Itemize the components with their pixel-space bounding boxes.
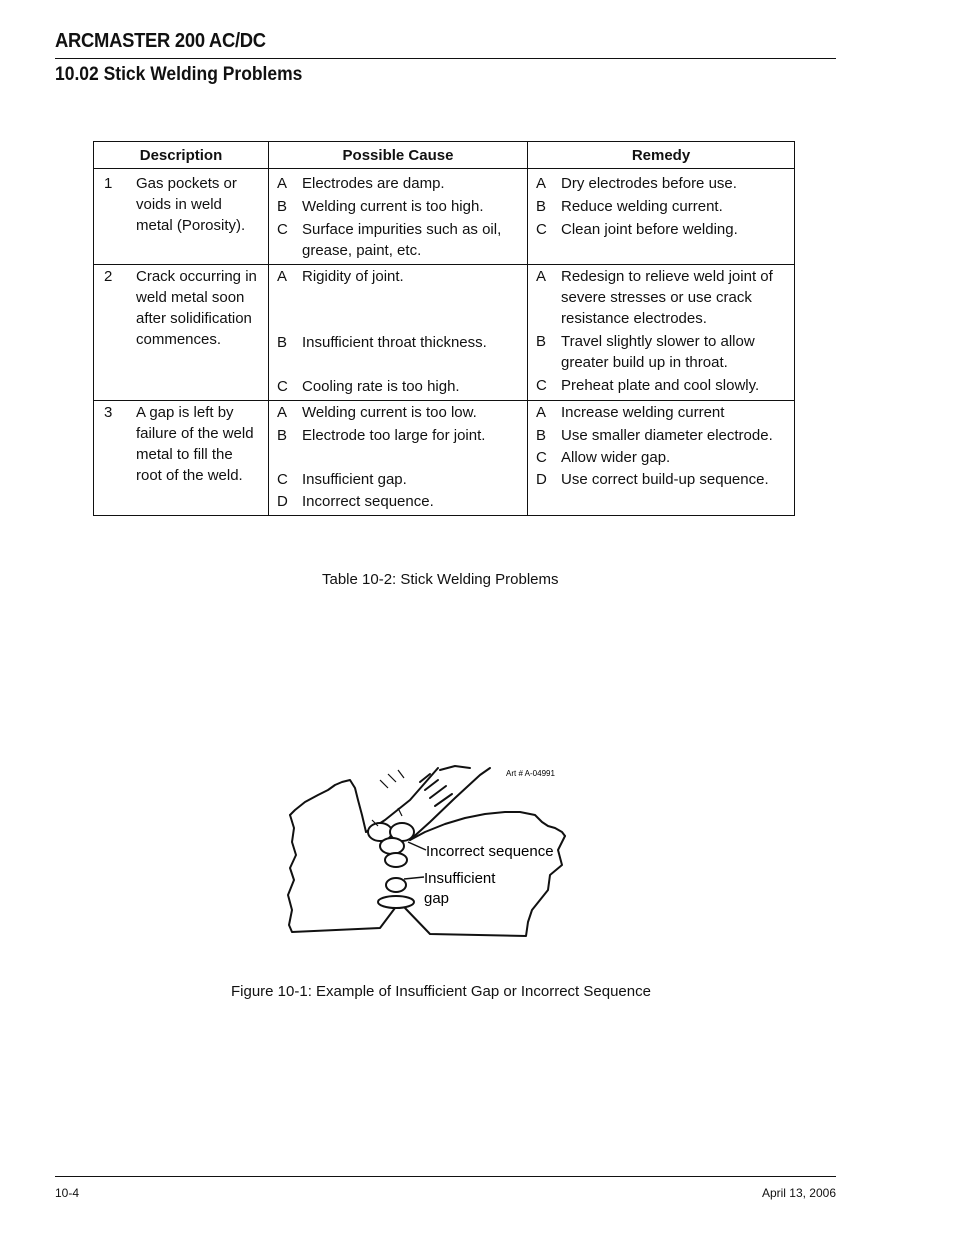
item-letter: A	[277, 175, 288, 192]
cause-cell	[269, 169, 528, 265]
left-plate-outline	[290, 780, 366, 832]
description-text: Crack occurring in weld metal soon after solidification commences.	[136, 268, 257, 348]
table-caption: Table 10-2: Stick Welding Problems	[322, 571, 559, 588]
item-text: Use correct build-up sequence.	[561, 471, 769, 488]
item-letter: B	[277, 198, 288, 215]
item-letter: C	[277, 221, 288, 238]
remedy-item	[536, 402, 786, 423]
column-header-possible-cause: Possible Cause	[269, 142, 528, 169]
item-text: Electrodes are damp.	[302, 175, 445, 192]
item-letter: A	[536, 404, 547, 421]
item-text: Preheat plate and cool slowly.	[561, 377, 760, 394]
item-text: Clean joint before welding.	[561, 221, 738, 238]
description-text: Gas pockets or voids in weld metal (Porosity).	[136, 175, 246, 234]
item-letter: A	[536, 268, 547, 285]
figure-caption: Figure 10-1: Example of Insufficient Gap or Incorrect Sequence	[231, 983, 651, 1000]
item-letter: B	[536, 333, 547, 350]
item-letter: A	[536, 175, 547, 192]
item-letter: D	[536, 471, 547, 488]
groove-top-right	[440, 766, 470, 770]
page-number: 10-4	[55, 1186, 80, 1200]
item-text: Dry electrodes before use.	[561, 175, 737, 192]
item-text: Electrode too large for joint.	[302, 427, 486, 444]
item-text: Allow wider gap.	[561, 449, 671, 466]
item-text: Reduce welding current.	[561, 198, 723, 215]
item-text: Welding current is too high.	[302, 198, 484, 215]
item-letter: B	[536, 198, 547, 215]
cause-item	[277, 173, 519, 194]
remedy-item	[536, 425, 786, 446]
item-letter: B	[536, 427, 547, 444]
remedy-item	[536, 447, 786, 468]
item-letter: C	[277, 471, 288, 488]
item-letter: D	[277, 493, 288, 510]
description-cell	[94, 169, 269, 265]
row-number: 3	[104, 404, 113, 421]
item-text: Insufficient gap.	[302, 471, 407, 488]
description-cell	[94, 401, 269, 516]
remedy-cell	[528, 401, 795, 516]
remedy-item	[536, 219, 786, 240]
document-title: ARCMASTER 200 AC/DC	[55, 30, 266, 52]
cause-item	[277, 425, 519, 446]
item-text: Increase welding current	[561, 404, 725, 421]
item-text: Travel slightly slower to allow greater build up in throat.	[561, 333, 755, 371]
groove-lines	[420, 774, 452, 806]
item-text: Redesign to relieve weld joint of severe stresses or use crack resistance electrodes.	[561, 268, 773, 327]
item-letter: C	[536, 221, 547, 238]
cause-item	[277, 219, 519, 261]
item-letter: C	[277, 378, 288, 395]
item-text: Cooling rate is too high.	[302, 378, 460, 395]
remedy-cell	[528, 265, 795, 401]
cause-item	[277, 491, 519, 512]
remedy-cell	[528, 169, 795, 265]
item-letter: C	[536, 449, 547, 466]
column-header-remedy: Remedy	[528, 142, 795, 169]
row-number: 2	[104, 268, 113, 285]
cause-item	[277, 402, 519, 423]
weld-joint-figure	[280, 760, 580, 945]
cause-cell	[269, 265, 528, 401]
remedy-item	[536, 196, 786, 217]
cause-item	[277, 376, 519, 397]
stick-welding-problems-table	[93, 141, 795, 516]
table-row	[94, 401, 795, 516]
cause-item	[277, 196, 519, 217]
label-insufficient-gap-line1: Insufficient	[424, 870, 496, 887]
weld-bead-lower	[386, 878, 406, 892]
item-letter: A	[277, 404, 288, 421]
item-text: Welding current is too low.	[302, 404, 477, 421]
remedy-item	[536, 331, 786, 373]
table-row	[94, 265, 795, 401]
column-header-description: Description	[94, 142, 269, 169]
section-title: 10.02 Stick Welding Problems	[55, 64, 303, 85]
item-letter: A	[277, 268, 288, 285]
item-text: Use smaller diameter electrode.	[561, 427, 773, 444]
right-plate-outline	[410, 812, 565, 840]
remedy-item	[536, 375, 786, 396]
leader-incorrect-sequence	[408, 842, 426, 850]
remedy-item	[536, 266, 786, 329]
groove-back-right	[410, 768, 490, 840]
document-date: April 13, 2006	[761, 1186, 836, 1200]
description-cell	[94, 265, 269, 401]
weld-bead-middle	[385, 853, 407, 867]
item-letter: B	[277, 334, 288, 351]
item-text: Surface impurities such as oil, grease, paint, etc.	[302, 221, 502, 259]
leader-insufficient-gap	[404, 877, 424, 879]
art-number: Art # A-04991	[506, 769, 555, 778]
item-text: Insufficient throat thickness.	[302, 334, 487, 351]
item-text: Incorrect sequence.	[302, 493, 434, 510]
cause-cell	[269, 401, 528, 516]
item-letter: C	[536, 377, 547, 394]
label-insufficient-gap-line2: gap	[424, 890, 450, 907]
cause-item	[277, 266, 519, 287]
row-number: 1	[104, 175, 113, 192]
weld-bead-root	[378, 896, 414, 908]
remedy-item	[536, 469, 786, 490]
cause-item	[277, 469, 519, 490]
footer-rule	[55, 1176, 836, 1177]
item-letter: B	[277, 427, 288, 444]
item-text: Rigidity of joint.	[302, 268, 404, 285]
header-rule	[55, 58, 836, 59]
label-incorrect-sequence: Incorrect sequence	[426, 843, 554, 860]
cause-item	[277, 332, 519, 353]
description-text: A gap is left by failure of the weld metal to fill the root of the weld.	[136, 404, 254, 484]
table-row	[94, 169, 795, 265]
weld-bead-upper	[380, 838, 404, 854]
remedy-item	[536, 173, 786, 194]
